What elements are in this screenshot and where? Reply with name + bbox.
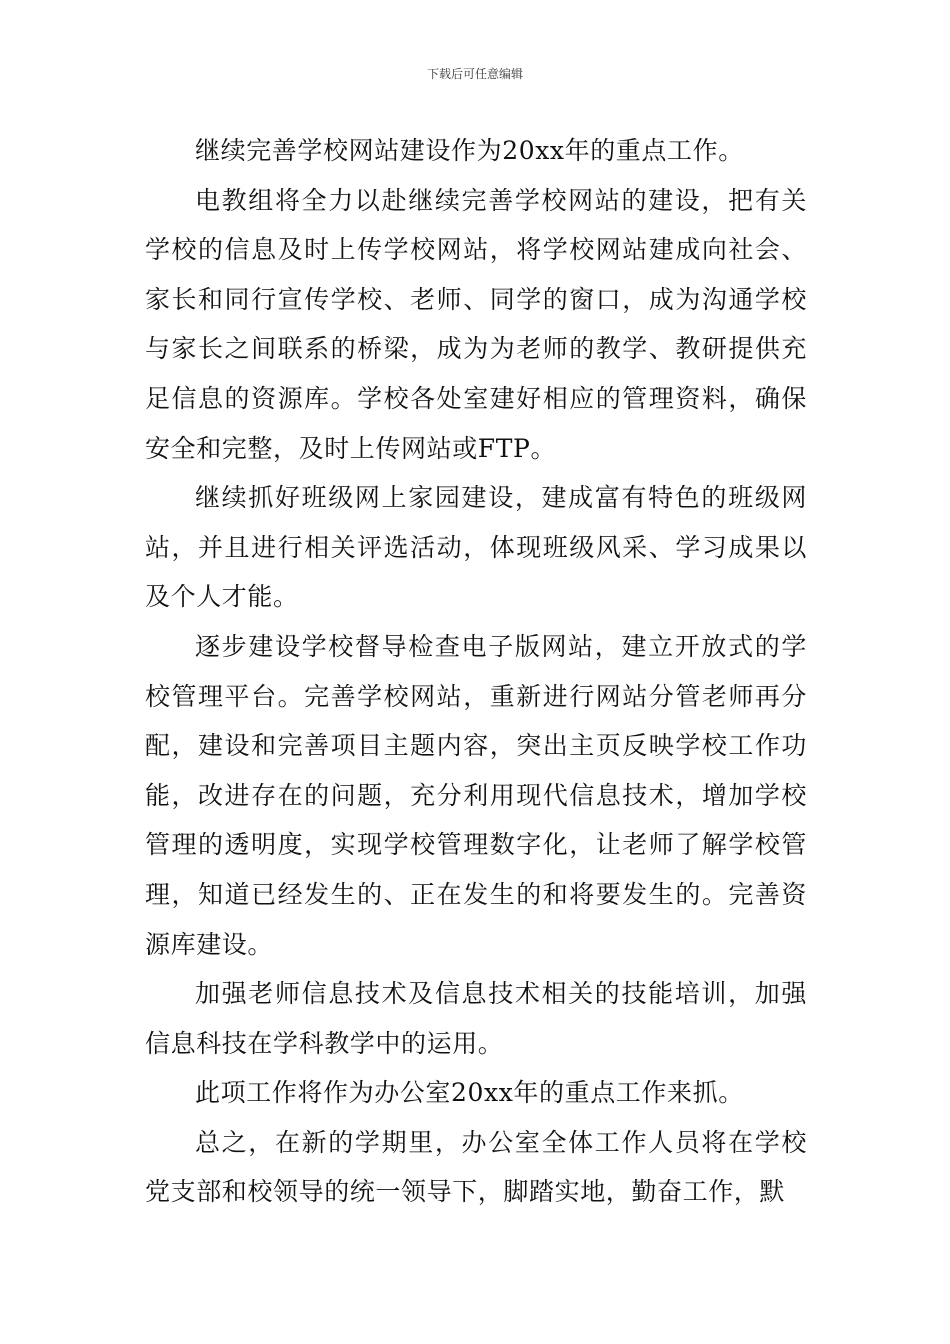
- page-header: 下载后可任意编辑: [426, 67, 523, 81]
- paragraph: 继续抓好班级网上家园建设，建成富有特色的班级网站，并且进行相关评选活动，体现班级风采、学习成果以及个人才能。: [145, 483, 807, 612]
- paragraph: 加强老师信息技术及信息技术相关的技能培训，加强信息科技在学科教学中的运用。: [145, 979, 807, 1058]
- paragraph: 此项工作将作为办公室20xx年的重点工作来抓。: [195, 1078, 744, 1108]
- paragraph: 电教组将全力以赴继续完善学校网站的建设，把有关学校的信息及时上传学校网站，将学校网站建成向社会、家长和同行宣传学校、老师、同学的窗口，成为沟通学校与家长之间联系的桥梁，成为为老师的教学、教研提供充足信息的资源库。学校各处室建好相应的管理资料，确保安全和完整，及时上传网站或FTP。: [145, 185, 807, 463]
- paragraph: 总之，在新的学期里，办公室全体工作人员将在学校党支部和校领导的统一领导下，脚踏实地，勤奋工作，默: [145, 1127, 807, 1207]
- paragraph: 继续完善学校网站建设作为20xx年的重点工作。: [195, 136, 744, 165]
- paragraph: 逐步建设学校督导检查电子版网站，建立开放式的学校管理平台。完善学校网站，重新进行网站分管老师再分配，建设和完善项目主题内容，突出主页反映学校工作功能，改进存在的问题，充分利用现代信息技术，增加学校管理的透明度，实现学校管理数字化，让老师了解学校管理，知道已经发生的、正在发生的和将要发生的。完善资源库建设。: [145, 631, 807, 959]
- document-body: [145, 126, 807, 1217]
